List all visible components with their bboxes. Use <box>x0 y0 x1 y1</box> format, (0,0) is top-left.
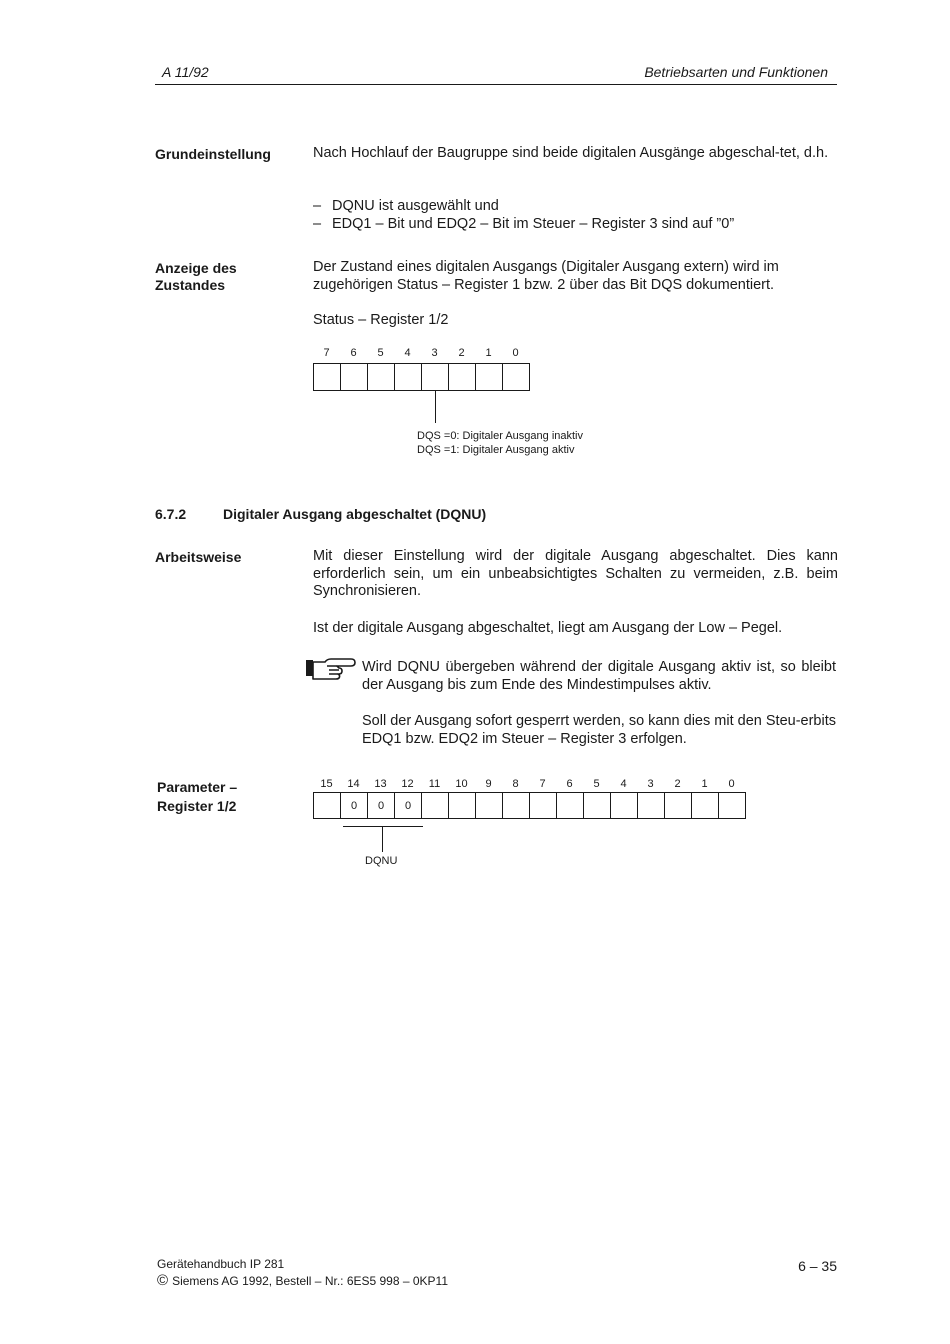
page-number: 6 – 35 <box>798 1258 837 1274</box>
grundeinstellung-label: Grundeinstellung <box>155 146 271 162</box>
register-cell <box>584 792 611 819</box>
dqs-pointer-line <box>435 391 436 423</box>
register-cell <box>368 363 395 391</box>
dash-marker: – <box>313 215 322 232</box>
dqs-legend-line2: DQS =1: Digitaler Ausgang aktiv <box>417 444 575 456</box>
note-text2: Soll der Ausgang sofort gesperrt werden, so kann dies mit den Steu-erbits EDQ1 bzw. EDQ2 im Steuer – Register 3 erfolgen. <box>362 713 836 747</box>
bit-number: 14 <box>347 778 360 790</box>
register-cell <box>449 363 476 391</box>
list-item <box>313 198 838 216</box>
arbeitsweise-text1: Mit dieser Einstellung wird der digitale Ausgang abgeschaltet. Dies kann erforderlich sein, um ein unbeabsichtigtes Schalten zu vermeiden, z.B. beim Synchronisieren. <box>313 548 838 599</box>
register-cell <box>692 792 719 819</box>
register-cell: 0 <box>341 792 368 819</box>
note-text1: Wird DQNU übergeben während der digitale Ausgang aktiv ist, so bleibt der Ausgang bis zum Ende des Mindestimpulses aktiv. <box>362 659 836 693</box>
status-register-cells <box>313 363 530 391</box>
footer-manual-title: Gerätehandbuch IP 281 <box>157 1257 285 1271</box>
dqs-legend-line1: DQS =0: Digitaler Ausgang inaktiv <box>417 430 584 442</box>
bit-number: 0 <box>512 347 519 359</box>
copyright-icon: © <box>157 1272 169 1289</box>
arbeitsweise-text2: Ist der digitale Ausgang abgeschaltet, liegt am Ausgang der Low – Pegel. <box>313 620 783 636</box>
bit-number: 11 <box>428 778 441 790</box>
pointing-hand-icon <box>305 656 357 680</box>
register-cell <box>665 792 692 819</box>
bit-number: 5 <box>377 347 384 359</box>
bit-number: 13 <box>374 778 387 790</box>
bit-number: 3 <box>431 347 438 359</box>
arbeitsweise-label: Arbeitsweise <box>155 549 242 565</box>
list-item-text: EDQ1 – Bit und EDQ2 – Bit im Steuer – Register 3 sind auf ”0” <box>332 215 735 232</box>
anzeige-label-line1: Anzeige des <box>155 260 237 276</box>
bit-number: 12 <box>401 778 414 790</box>
bit-number: 2 <box>458 347 465 359</box>
dqnu-label: DQNU <box>365 855 398 867</box>
dash-marker: – <box>313 198 322 214</box>
bit-number: 8 <box>512 778 519 790</box>
bit-number: 15 <box>320 778 333 790</box>
bit-number: 6 <box>566 778 573 790</box>
status-register-title: Status – Register 1/2 <box>313 312 449 328</box>
register-cell <box>503 363 530 391</box>
register-cell <box>530 792 557 819</box>
parameter-register-cells <box>313 792 746 819</box>
bit-number: 7 <box>539 778 546 790</box>
parameter-label <box>157 778 237 816</box>
register-cell <box>719 792 746 819</box>
dqnu-pointer-line <box>382 826 383 852</box>
register-cell <box>638 792 665 819</box>
list-item-text: DQNU ist ausgewählt und <box>332 198 499 214</box>
dqs-legend <box>417 429 583 457</box>
parameter-label-line1: Parameter – <box>157 779 238 795</box>
header-right: Betriebsarten und Funktionen <box>644 64 828 80</box>
anzeige-label <box>155 260 237 294</box>
anzeige-text: Der Zustand eines digitalen Ausgangs (Digitaler Ausgang extern) wird im zugehörigen Status – Register 1 bzw. 2 über das Bit DQS dokumentiert. <box>313 259 779 293</box>
parameter-label-line2: Register 1/2 <box>157 798 237 814</box>
bit-number: 2 <box>674 778 681 790</box>
section-number: 6.7.2 <box>155 506 187 522</box>
footer-order-number: Siemens AG 1992, Bestell – Nr.: 6ES5 998 – 0KP11 <box>172 1273 449 1288</box>
grundeinstellung-list <box>313 198 838 233</box>
header-rule <box>155 84 837 85</box>
dqnu-bracket-line <box>343 826 423 827</box>
register-cell <box>449 792 476 819</box>
bit-number: 5 <box>593 778 600 790</box>
register-cell <box>476 363 503 391</box>
bit-number: 7 <box>323 347 330 359</box>
anzeige-label-line2: Zustandes <box>155 277 226 293</box>
bit-number: 9 <box>485 778 492 790</box>
register-cell <box>422 792 449 819</box>
register-cell <box>476 792 503 819</box>
register-cell <box>314 363 341 391</box>
register-cell <box>611 792 638 819</box>
list-item <box>313 216 838 234</box>
bit-number: 4 <box>404 347 411 359</box>
bit-number: 1 <box>701 778 708 790</box>
bit-number: 10 <box>455 778 468 790</box>
bit-number: 6 <box>350 347 357 359</box>
section-title: Digitaler Ausgang abgeschaltet (DQNU) <box>223 506 487 522</box>
register-cell <box>503 792 530 819</box>
footer-copyright <box>157 1272 448 1289</box>
register-cell <box>422 363 449 391</box>
bit-number: 4 <box>620 778 627 790</box>
register-cell <box>314 792 341 819</box>
header-left: A 11/92 <box>162 64 209 80</box>
register-cell: 0 <box>395 792 422 819</box>
register-cell <box>341 363 368 391</box>
register-cell <box>395 363 422 391</box>
status-register-bit-numbers <box>313 347 533 363</box>
register-cell <box>557 792 584 819</box>
bit-number: 1 <box>485 347 492 359</box>
grundeinstellung-text: Nach Hochlauf der Baugruppe sind beide digitalen Ausgänge abgeschal-tet, d.h. <box>313 145 829 161</box>
bit-number: 0 <box>728 778 735 790</box>
register-cell: 0 <box>368 792 395 819</box>
bit-number: 3 <box>647 778 654 790</box>
